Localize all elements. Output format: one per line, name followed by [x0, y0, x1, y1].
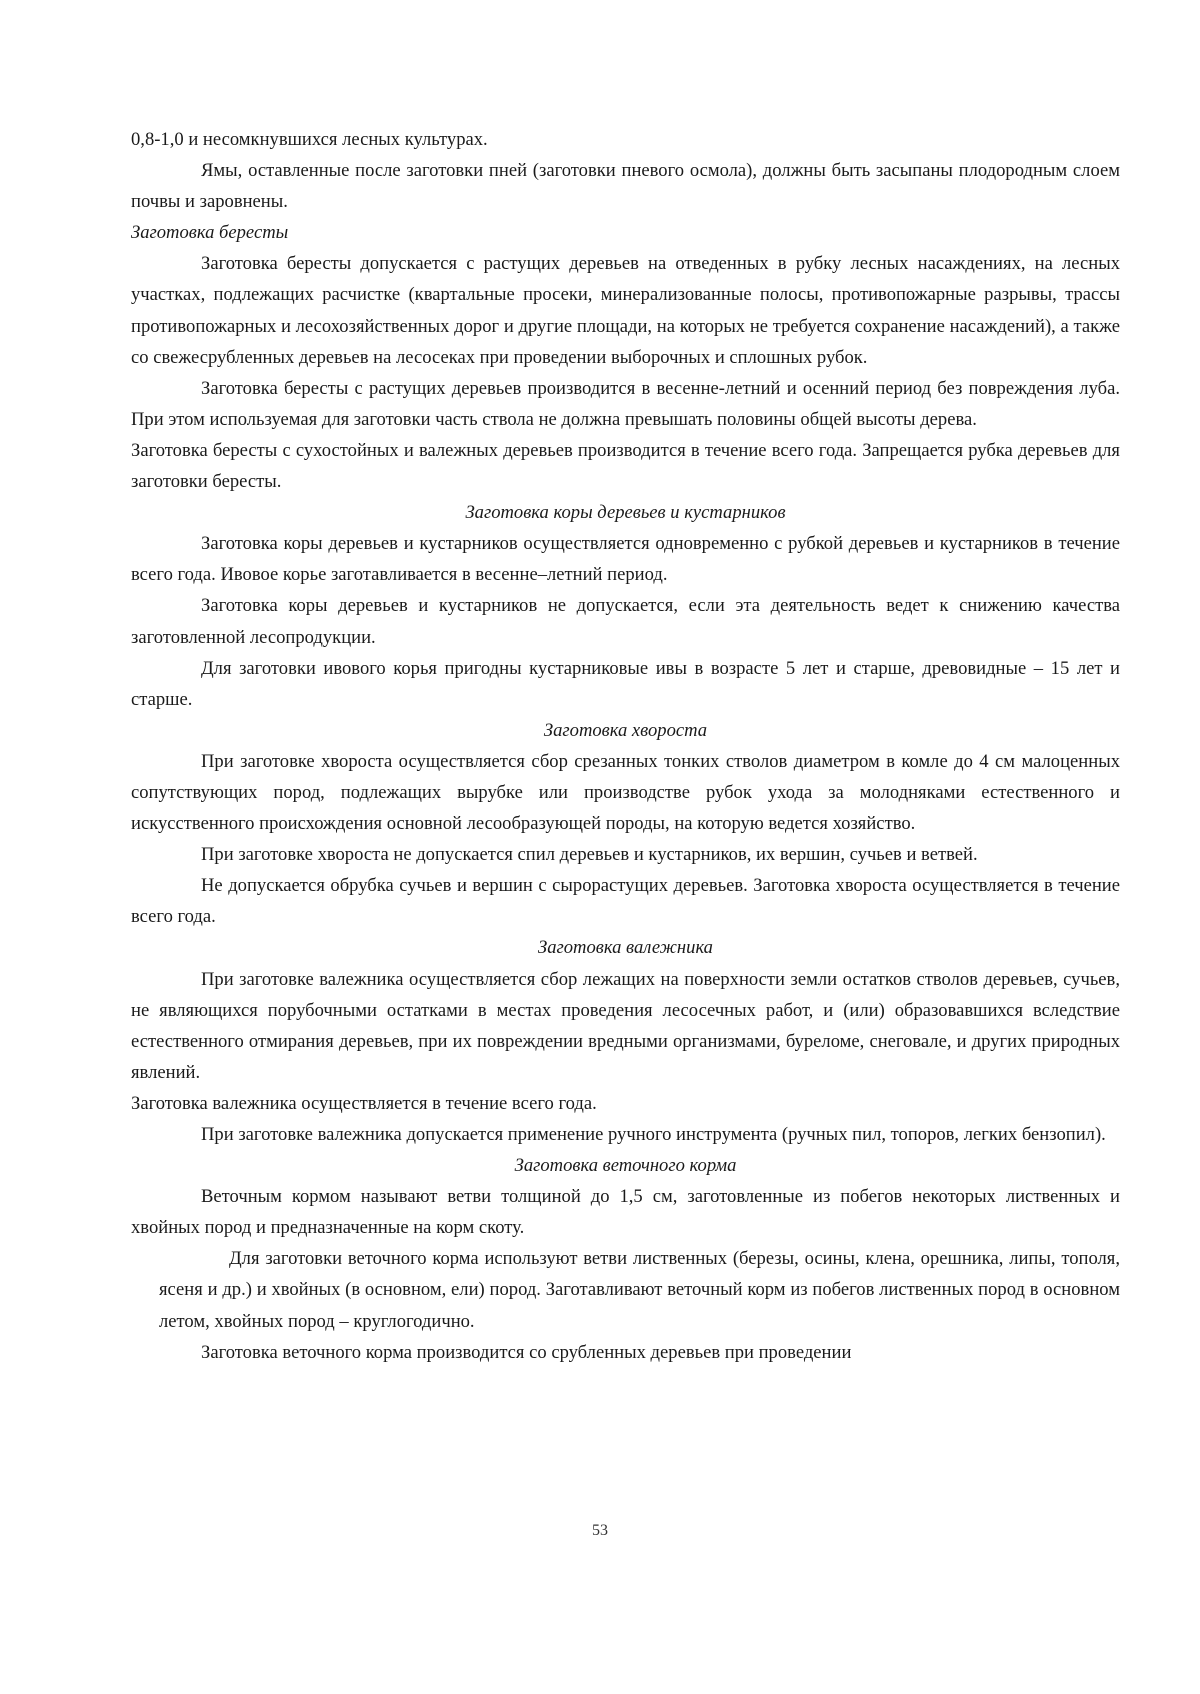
paragraph: При заготовке хвороста осуществляется сбор срезанных тонких стволов диаметром в комле до 4 см малоценных сопутствующих пород, подлежащих вырубке или производстве рубок ухода за молодняками естественного и искусственного происхождения основной лесообразующей породы, на которую ведется хозяйство. — [131, 750, 1120, 835]
paragraph: Заготовка бересты с сухостойных и валежных деревьев производится в течение всего года. Запрещается рубка деревьев для заготовки бересты. — [131, 439, 1120, 493]
paragraph: Заготовка коры деревьев и кустарников не допускается, если эта деятельность ведет к снижению качества заготовленной лесопродукции. — [131, 595, 1120, 648]
paragraph: Заготовка бересты допускается с растущих деревьев на отведенных в рубку лесных насаждениях, на лесных участках, подлежащих расчистке (квартальные просеки, минерализованные полосы, противопожарные разрывы, трассы противопожарных и лесохозяйственных дорог и другие площади, на которых не требуется сохранение насаждений), а также со свежесрубленных деревьев на лесосеках при проведении выборочных и сплошных рубок. — [131, 253, 1120, 368]
paragraph: Для заготовки ивового корья пригодны кустарниковые ивы в возрасте 5 лет и старше, древовидные – 15 лет и старше. — [131, 657, 1120, 710]
paragraph: Не допускается обрубка сучьев и вершин с сырорастущих деревьев. Заготовка хвороста осуществляется в течение всего года. — [131, 875, 1120, 928]
paragraph: Заготовка валежника осуществляется в течение всего года. — [131, 1092, 597, 1114]
paragraph: Заготовка бересты с растущих деревьев производится в весенне-летний и осенний период без повреждения луба. При этом используемая для заготовки часть ствола не должна превышать половины общей высоты дерева. — [131, 377, 1120, 430]
paragraph: При заготовке хвороста не допускается спил деревьев и кустарников, их вершин, сучьев и ветвей. — [201, 844, 978, 866]
section-heading: Заготовка бересты — [131, 222, 289, 244]
section-heading: Заготовка веточного корма — [514, 1155, 737, 1177]
paragraph: Для заготовки веточного корма используют ветви лиственных (березы, осины, клена, орешника, липы, тополя, ясеня и др.) и хвойных (в основном, ели) пород. Заготавливают веточный корм из побегов лиственных пород в основном летом, хвойных пород – круглогодично. — [159, 1248, 1120, 1332]
page-number: 53 — [592, 1522, 608, 1539]
paragraph: При заготовке валежника допускается применение ручного инструмента (ручных пил, топоров, легких бензопил). — [201, 1124, 1106, 1145]
section-heading: Заготовка хвороста — [543, 719, 708, 741]
paragraph: 0,8-1,0 и несомкнувшихся лесных культурах. — [131, 129, 488, 150]
section-heading: Заготовка валежника — [538, 937, 713, 959]
paragraph: Веточным кормом называют ветви толщиной до 1,5 см, заготовленные из побегов некоторых лиственных и хвойных пород и предназначенные на корм скоту. — [131, 1186, 1120, 1239]
paragraph: Заготовка веточного корма производится со срубленных деревьев при проведении — [201, 1341, 852, 1363]
page-content — [131, 124, 1120, 1368]
paragraph: Ямы, оставленные после заготовки пней (заготовки пневого осмола), должны быть засыпаны плодородным слоем почвы и заровнены. — [131, 160, 1120, 213]
paragraph: При заготовке валежника осуществляется сбор лежащих на поверхности земли остатков стволов деревьев, сучьев, не являющихся порубочными остатками в местах проведения лесосечных работ, и (или) образовавшихся вследствие естественного отмирания деревьев, при их повреждении вредными организмами, буреломе, снеговале, и других природных явлений. — [131, 968, 1120, 1083]
paragraph: Заготовка коры деревьев и кустарников осуществляется одновременно с рубкой деревьев и кустарников в течение всего года. Ивовое корье заготавливается в весенне–летний период. — [131, 533, 1120, 586]
section-heading: Заготовка коры деревьев и кустарников — [465, 502, 786, 524]
